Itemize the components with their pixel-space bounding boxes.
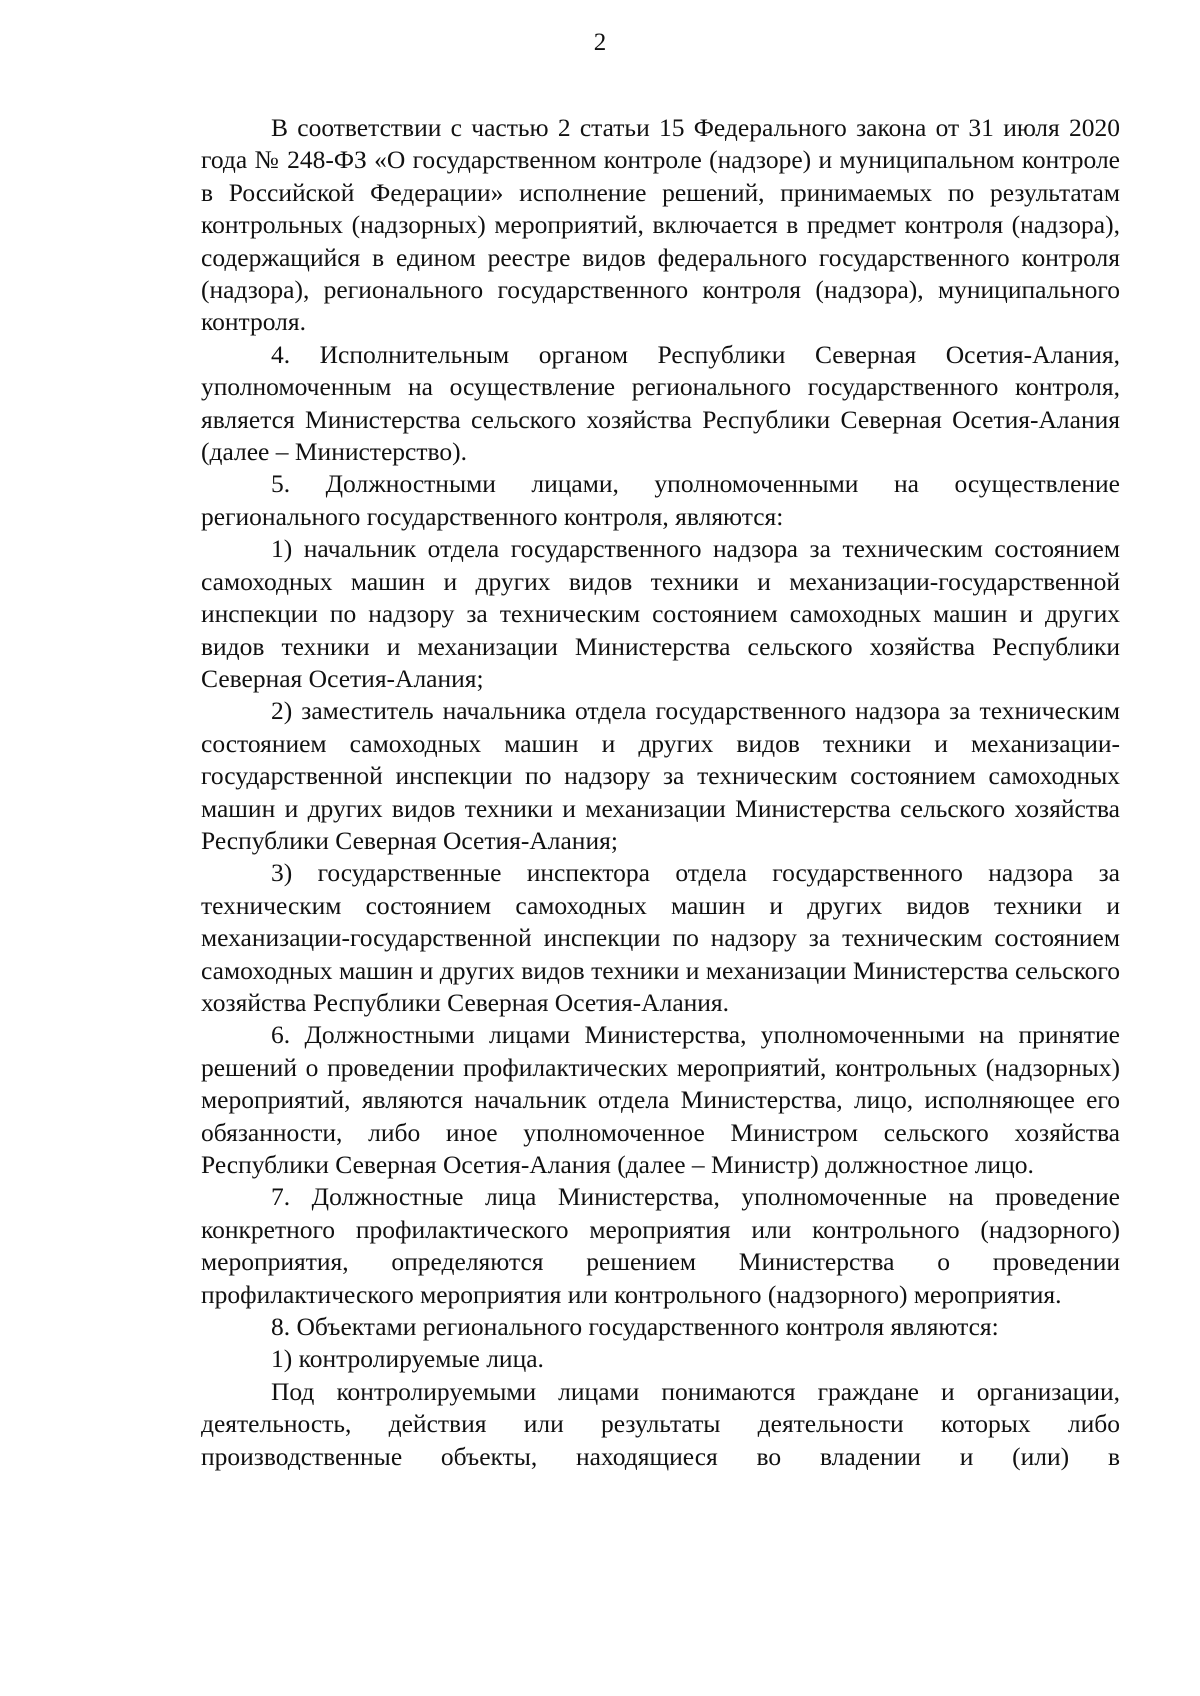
list-item-5-2: 2) заместитель начальника отдела государственного надзора за техническим состоянием самоходных машин и других видов техники и механизации-государственной инспекции по надзору за техническим состоянием самоходных машин и других видов техники и механизации Министерства сельского хозяйства Республики Северная Осетия-Алания; [201,696,1120,855]
paragraph-6-decision-officials: 6. Должностными лицами Министерства, уполномоченными на принятие решений о проведении профилактических мероприятий, контрольных (надзорных) мероприятий, являются начальник отдела Министерства, лицо, исполняющее его обязанности, либо иное уполномоченное Министром сельского хозяйства Республики Северная Осетия-Алания (далее – Министр) должностное лицо. [201,1020,1120,1179]
document-body [201,112,1120,1473]
paragraph-5-officials: 5. Должностными лицами, уполномоченными на осуществление регионального государственного контроля, являются: [201,469,1120,531]
page-number: 2 [593,29,607,56]
paragraph-7-event-officials: 7. Должностные лица Министерства, уполномоченные на проведение конкретного профилактического мероприятия или контрольного (надзорного) мероприятия, определяются решением Министерства о проведении профилактического мероприятия или контрольного (надзорного) мероприятия. [201,1182,1120,1309]
paragraph-legal-basis: В соответствии с частью 2 статьи 15 Федерального закона от 31 июля 2020 года № 248-ФЗ «О государственном контроле (надзоре) и муниципальном контроле в Российской Федерации» исполнение решений, принимаемых по результатам контрольных (надзорных) мероприятий, включается в предмет контроля (надзора), содержащийся в едином реестре видов федерального государственного контроля (надзора), регионального государственного контроля (надзора), муниципального контроля. [201,113,1120,337]
list-item-8-1: 1) контролируемые лица. [271,1344,544,1374]
paragraph-controlled-persons: Под контролируемыми лицами понимаются граждане и организации, деятельность, действия или результаты деятельности которых либо производственные объекты, находящиеся во владении и (или) в [201,1376,1120,1471]
paragraph-8-control-objects: 8. Объектами регионального государственного контроля являются: [271,1312,999,1342]
list-item-5-1: 1) начальник отдела государственного надзора за техническим состоянием самоходных машин и других видов техники и механизации-государственной инспекции по надзору за техническим состоянием самоходных машин и других видов техники и механизации Министерства сельского хозяйства Республики Северная Осетия-Алания; [201,534,1120,693]
paragraph-4-executive-body: 4. Исполнительным органом Республики Северная Осетия-Алания, уполномоченным на осуществление регионального государственного контроля, является Министерства сельского хозяйства Республики Северная Осетия-Алания (далее – Министерство). [201,339,1120,467]
list-item-5-3: 3) государственные инспектора отдела государственного надзора за техническим состоянием самоходных машин и других видов техники и механизации-государственной инспекции по надзору за техническим состоянием самоходных машин и других видов техники и механизации Министерства сельского хозяйства Республики Северная Осетия-Алания. [201,858,1120,1017]
